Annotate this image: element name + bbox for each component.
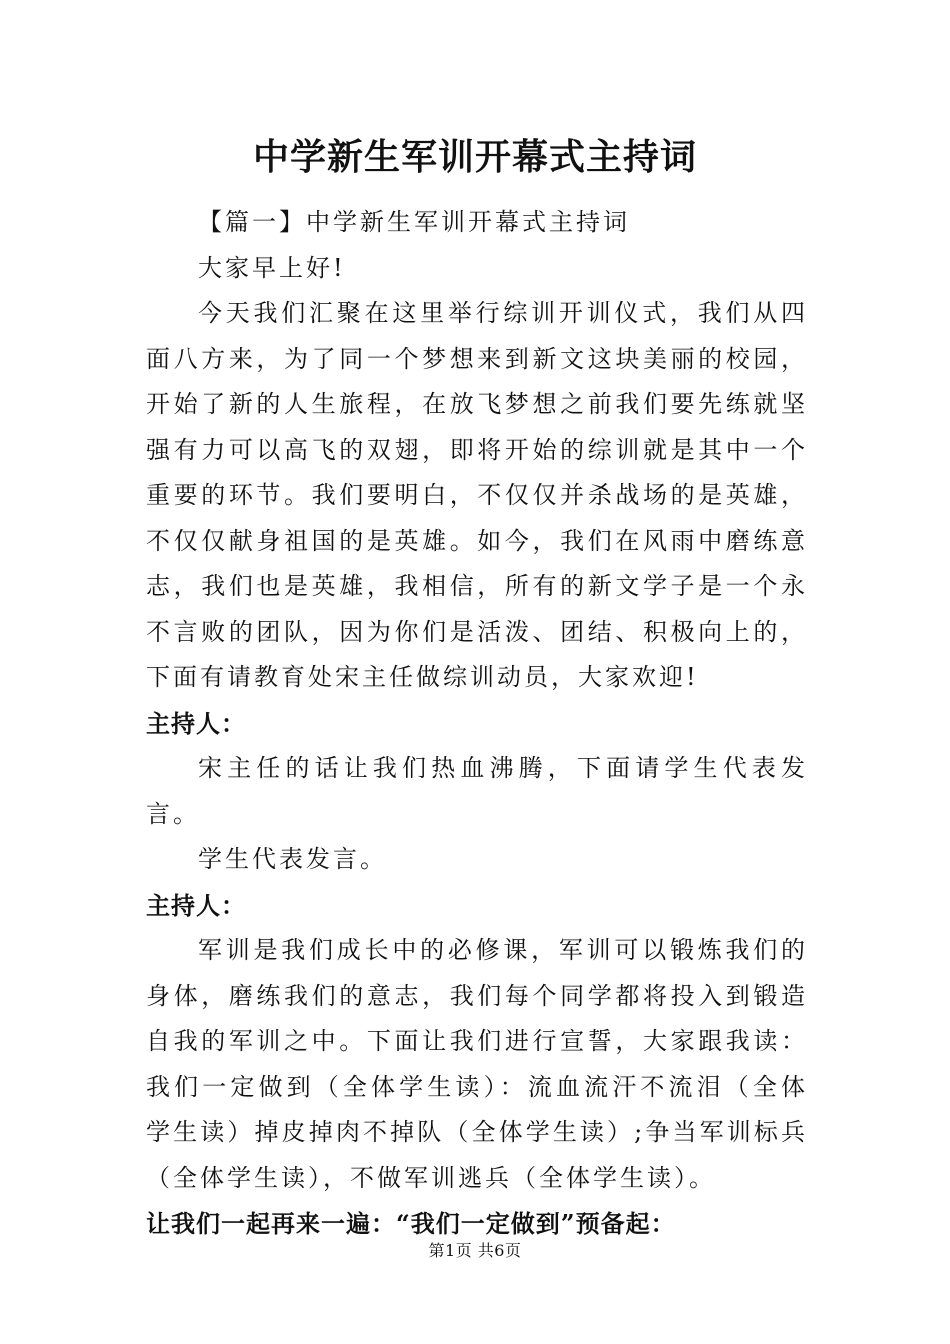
section-heading: 【篇一】中学新生军训开幕式主持词 xyxy=(198,208,630,236)
student-rep-paragraph: 学生代表发言。 xyxy=(198,845,387,873)
opening-paragraph: 今天我们汇聚在这里举行综训开训仪式，我们从四面八方来，为了同一个梦想来到新文这块美丽的校园，开始了新的人生旅程，在放飞梦想之前我们要先练就坚强有力可以高飞的双翅，即将开始的综训就是其中一个重要的环节。我们要明白，不仅仅并杀战场的是英雄，不仅仅献身祖国的是英雄。如今，我们在风雨中磨练意志，我们也是英雄，我相信，所有的新文学子是一个永不言败的团队，因为你们是活泼、团结、积极向上的，下面有请教育处宋主任做综训动员，大家欢迎! xyxy=(146,299,808,691)
page-title: 中学新生军训开幕式主持词 xyxy=(252,136,697,178)
greeting-paragraph: 大家早上好! xyxy=(198,253,346,282)
oath-paragraph: 军训是我们成长中的必修课，军训可以锻炼我们的身体，磨练我们的意志，我们每个同学都将投入到锻造自我的军训之中。下面让我们进行宣誓，大家跟我读：我们一定做到（全体学生读）：流血流汗不流泪（全体学生读）掉皮掉肉不掉队（全体学生读）;争当军训标兵（全体学生读），不做军训逃兵（全体学生读）。 xyxy=(146,936,808,1192)
host-label: 主持人： xyxy=(146,890,246,920)
host-speech-paragraph: 宋主任的话让我们热血沸腾，下面请学生代表发言。 xyxy=(146,754,808,828)
host-label: 主持人： xyxy=(146,708,246,738)
document-body xyxy=(146,200,808,1247)
page-number: 第1页 共6页 xyxy=(428,1241,522,1260)
closing-line: 让我们一起再来一遍：“我们一定做到”预备起： xyxy=(146,1209,676,1238)
